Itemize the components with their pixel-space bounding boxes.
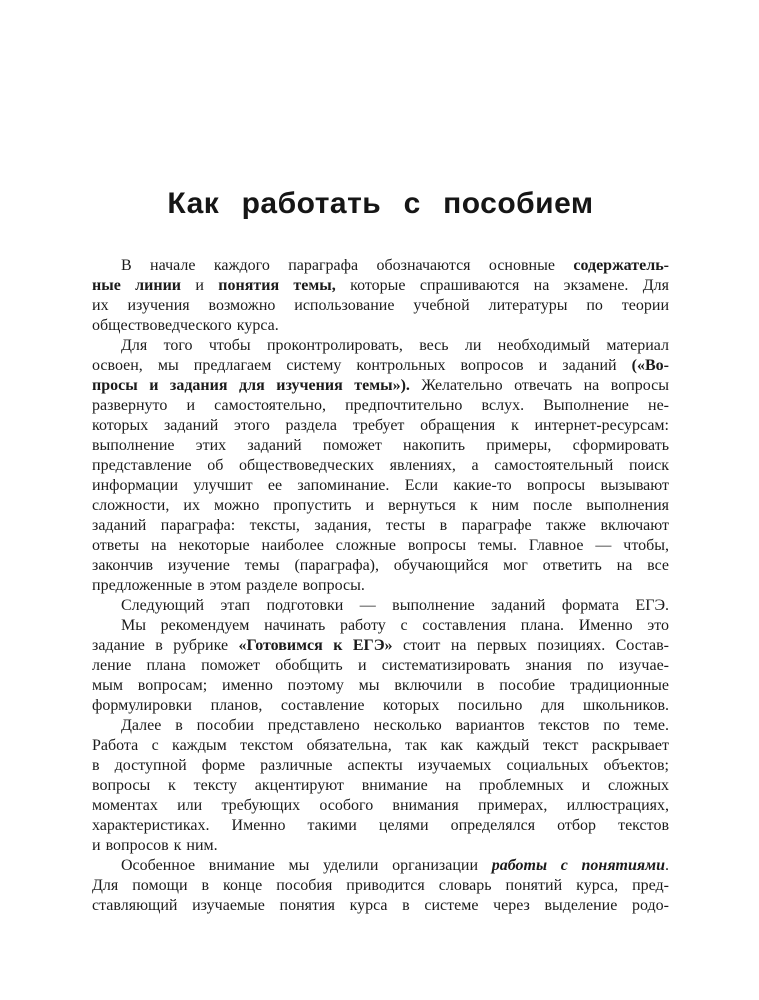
text-line: Работа с каждым текстом обязательна, так как каждый текст раскрывает: [92, 737, 669, 754]
page-title: Как работать с пособием: [167, 187, 594, 220]
text-line: Для помощи в конце пособия приводится словарь понятий курса, пред-: [92, 877, 669, 894]
text-line: моментах или требующих особого внимания примерах, иллюстрациях,: [92, 797, 669, 814]
text-line: ные линии и понятия темы, которые спрашиваются на экзамене. Для: [92, 277, 670, 294]
paragraph: [92, 716, 669, 856]
text-line: формулировки планов, составление которых посильно для школьников.: [92, 697, 669, 714]
text-line: Следующий этап подготовки — выполнение заданий формата ЕГЭ.: [121, 597, 669, 614]
text-line: информации улучшит ее запоминание. Если какие-то вопросы вызывают: [92, 477, 669, 494]
text-line: освоен, мы предлагаем систему контрольных вопросов и заданий («Во-: [92, 357, 669, 374]
text-line: ление плана поможет обобщить и систематизировать знания по изучае-: [92, 657, 669, 674]
text-line: закончив изучение темы (параграфа), обучающийся мог ответить на все: [92, 557, 669, 574]
text-line: ответы на некоторые наиболее сложные вопросы темы. Главное — чтобы,: [92, 537, 669, 554]
text-line: Мы рекомендуем начинать работу с составления плана. Именно это: [121, 617, 669, 634]
text-line: мым вопросам; именно поэтому мы включили в пособие традиционные: [92, 677, 669, 694]
text-line: представление об обществоведческих явлениях, а самостоятельный поиск: [92, 457, 669, 474]
text-line: Далее в пособии представлено несколько вариантов текстов по теме.: [121, 717, 669, 734]
text-block: [92, 256, 669, 916]
text-line: вопросы к тексту акцентируют внимание на проблемных и сложных: [92, 777, 669, 794]
text-line: в доступной форме различные аспекты изучаемых социальных объектов;: [92, 757, 669, 774]
text-line: Особенное внимание мы уделили организации работы с понятиями.: [121, 857, 670, 874]
text-line: заданий параграфа: тексты, задания, тесты в параграфе также включают: [92, 517, 669, 534]
page-content: [92, 188, 669, 916]
paragraph: [92, 616, 669, 716]
text-line: и вопросов к ним.: [92, 837, 218, 854]
text-line: задание в рубрике «Готовимся к ЕГЭ» стоит на первых позициях. Состав-: [92, 637, 670, 654]
paragraph: [92, 256, 669, 336]
text-line: характеристиках. Именно такими целями определялся отбор текстов: [92, 817, 669, 834]
paragraph: [92, 596, 669, 616]
text-line: обществоведческого курса.: [92, 317, 279, 334]
text-line: которых заданий этого раздела требует обращения к интернет-ресурсам:: [92, 417, 669, 434]
text-line: В начале каждого параграфа обозначаются основные содержатель-: [121, 257, 669, 274]
text-line: сложности, их можно пропустить и вернуться к ним после выполнения: [92, 497, 669, 514]
text-line: их изучения возможно использование учебной литературы по теории: [92, 297, 669, 314]
text-line: развернуто и самостоятельно, предпочтительно вслух. Выполнение не-: [92, 397, 669, 414]
paragraph: [92, 336, 669, 596]
text-line: ставляющий изучаемые понятия курса в системе через выделение родо-: [92, 897, 669, 914]
text-line: Для того чтобы проконтролировать, весь ли необходимый материал: [121, 337, 669, 354]
text-line: просы и задания для изучения темы»). Желательно отвечать на вопросы: [92, 377, 670, 394]
text-line: выполнение этих заданий поможет накопить примеры, сформировать: [92, 437, 669, 454]
text-line: предложенные в этом разделе вопросы.: [92, 577, 365, 594]
paragraph: [92, 856, 669, 916]
